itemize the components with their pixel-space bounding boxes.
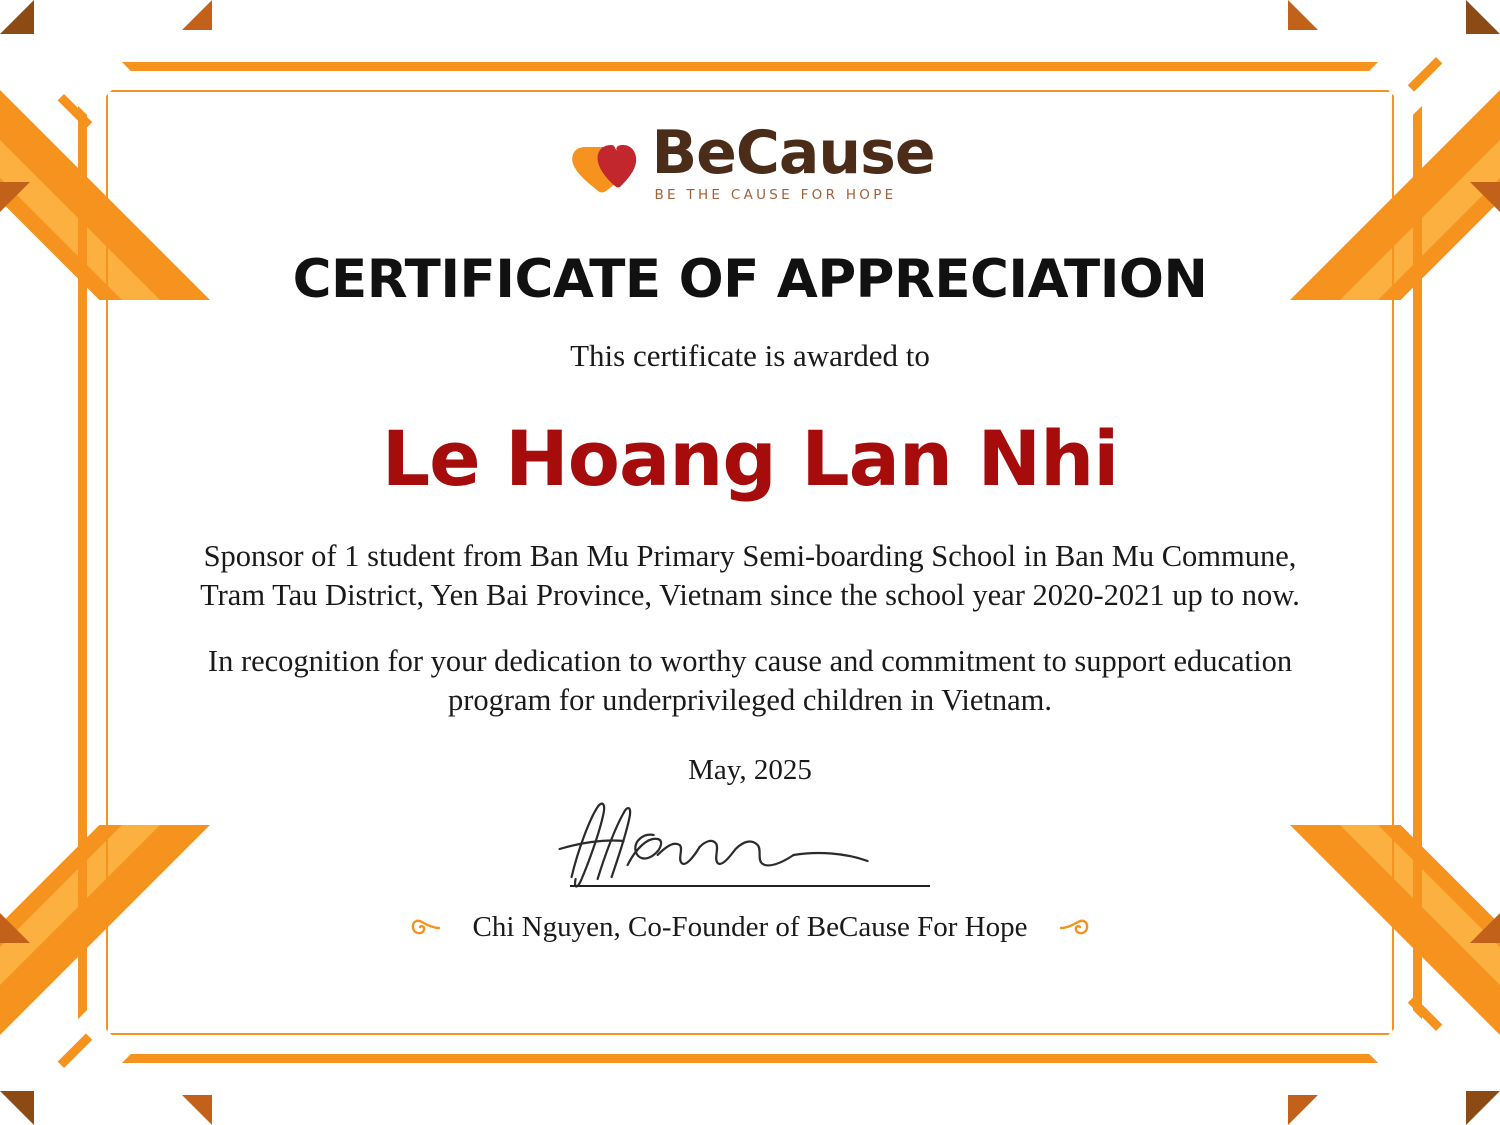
issue-date: May, 2025 <box>688 753 812 786</box>
signer-name: Chi Nguyen, Co-Founder of BeCause For Hope <box>472 911 1028 944</box>
organization-logo <box>565 118 935 203</box>
logo-tagline: BE THE CAUSE FOR HOPE <box>654 186 897 203</box>
signer-row <box>409 911 1092 945</box>
heart-icon <box>565 125 641 201</box>
sponsorship-description: Sponsor of 1 student from Ban Mu Primary Semi-boarding School in Ban Mu Commune, Tram Tau District, Yen Bai Province, Vietnam since the school year 2020-2021 up to now. <box>200 538 1300 612</box>
logo-wordmark: BeCause <box>651 118 935 188</box>
certificate-content <box>130 110 1370 1015</box>
flourish-right-icon <box>1057 911 1091 945</box>
awarded-to-label: This certificate is awarded to <box>570 337 930 373</box>
signature-block <box>370 793 1130 913</box>
signature-line <box>570 885 930 887</box>
certificate-title: CERTIFICATE OF APPRECIATION <box>292 248 1208 310</box>
recipient-name: Le Hoang Lan Nhi <box>381 413 1119 503</box>
recognition-statement: In recognition for your dedication to worthy cause and commitment to support education program for underprivileged children in Vietnam. <box>207 644 1293 717</box>
flourish-left-icon <box>409 911 443 945</box>
